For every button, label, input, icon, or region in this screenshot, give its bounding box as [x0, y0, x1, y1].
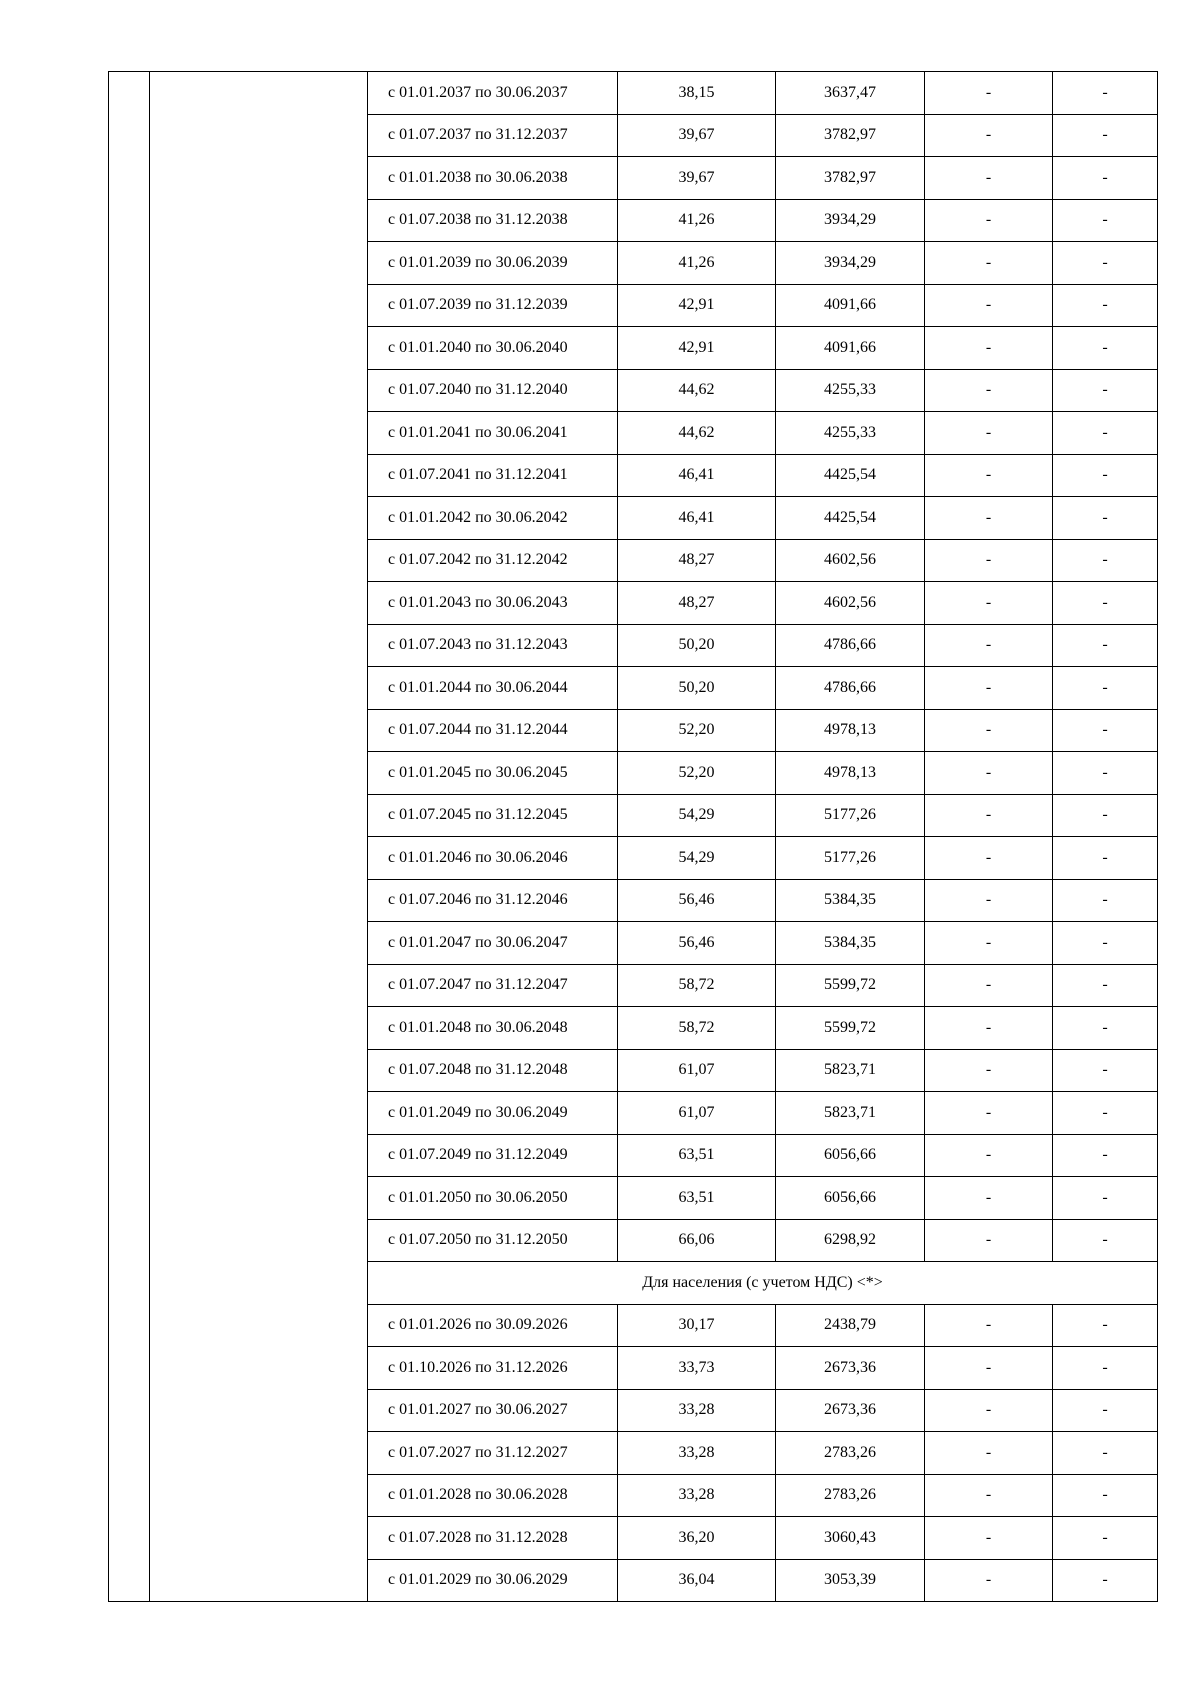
- period-cell: с 01.01.2043 по 30.06.2043: [368, 582, 618, 625]
- period-cell: с 01.01.2048 по 30.06.2048: [368, 1007, 618, 1050]
- tariff-two-part-cell: 3060,43: [776, 1517, 925, 1560]
- empty-value-cell: -: [925, 1517, 1053, 1560]
- tariff-two-part-cell: 4255,33: [776, 369, 925, 412]
- tariff-one-part-cell: 44,62: [618, 369, 776, 412]
- empty-value-cell: -: [925, 752, 1053, 795]
- empty-value-cell: -: [925, 114, 1053, 157]
- period-cell: с 01.01.2039 по 30.06.2039: [368, 242, 618, 285]
- empty-value-cell: -: [925, 709, 1053, 752]
- empty-value-cell: -: [925, 922, 1053, 965]
- empty-value-cell: -: [1053, 964, 1158, 1007]
- empty-value-cell: -: [1053, 1177, 1158, 1220]
- empty-value-cell: -: [925, 1177, 1053, 1220]
- tariff-one-part-cell: 58,72: [618, 1007, 776, 1050]
- period-cell: с 01.01.2041 по 30.06.2041: [368, 412, 618, 455]
- tariff-table-body: [109, 72, 1158, 1602]
- period-cell: с 01.07.2044 по 31.12.2044: [368, 709, 618, 752]
- tariff-one-part-cell: 61,07: [618, 1092, 776, 1135]
- empty-value-cell: -: [1053, 1007, 1158, 1050]
- tariff-two-part-cell: 2673,36: [776, 1347, 925, 1390]
- tariff-one-part-cell: 33,28: [618, 1474, 776, 1517]
- period-cell: с 01.07.2045 по 31.12.2045: [368, 794, 618, 837]
- empty-value-cell: -: [925, 284, 1053, 327]
- period-cell: с 01.01.2037 по 30.06.2037: [368, 72, 618, 115]
- tariff-one-part-cell: 50,20: [618, 624, 776, 667]
- period-cell: с 01.01.2044 по 30.06.2044: [368, 667, 618, 710]
- period-cell: с 01.07.2028 по 31.12.2028: [368, 1517, 618, 1560]
- tariff-one-part-cell: 56,46: [618, 879, 776, 922]
- empty-value-cell: -: [925, 879, 1053, 922]
- empty-value-cell: -: [1053, 1134, 1158, 1177]
- tariff-one-part-cell: 46,41: [618, 497, 776, 540]
- period-cell: с 01.07.2039 по 31.12.2039: [368, 284, 618, 327]
- empty-value-cell: -: [1053, 1474, 1158, 1517]
- period-cell: с 01.07.2038 по 31.12.2038: [368, 199, 618, 242]
- period-cell: с 01.01.2026 по 30.09.2026: [368, 1304, 618, 1347]
- organization-cell: [150, 72, 368, 1602]
- empty-value-cell: -: [925, 539, 1053, 582]
- empty-value-cell: -: [925, 369, 1053, 412]
- tariff-two-part-cell: 3053,39: [776, 1559, 925, 1602]
- empty-value-cell: -: [1053, 624, 1158, 667]
- tariff-two-part-cell: 4425,54: [776, 454, 925, 497]
- tariff-two-part-cell: 6298,92: [776, 1219, 925, 1262]
- tariff-one-part-cell: 41,26: [618, 199, 776, 242]
- period-cell: с 01.07.2042 по 31.12.2042: [368, 539, 618, 582]
- empty-value-cell: -: [1053, 1517, 1158, 1560]
- tariff-two-part-cell: 5177,26: [776, 794, 925, 837]
- tariff-two-part-cell: 3782,97: [776, 114, 925, 157]
- tariff-two-part-cell: 5599,72: [776, 1007, 925, 1050]
- section-header: Для населения (с учетом НДС) <*>: [368, 1262, 1158, 1305]
- empty-value-cell: -: [925, 1304, 1053, 1347]
- tariff-one-part-cell: 61,07: [618, 1049, 776, 1092]
- empty-value-cell: -: [1053, 199, 1158, 242]
- period-cell: с 01.07.2047 по 31.12.2047: [368, 964, 618, 1007]
- empty-value-cell: -: [1053, 794, 1158, 837]
- tariff-one-part-cell: 46,41: [618, 454, 776, 497]
- empty-value-cell: -: [925, 794, 1053, 837]
- period-cell: с 01.07.2040 по 31.12.2040: [368, 369, 618, 412]
- tariff-one-part-cell: 48,27: [618, 582, 776, 625]
- empty-value-cell: -: [925, 199, 1053, 242]
- tariff-two-part-cell: 4602,56: [776, 582, 925, 625]
- empty-value-cell: -: [925, 327, 1053, 370]
- period-cell: с 01.01.2038 по 30.06.2038: [368, 157, 618, 200]
- empty-value-cell: -: [1053, 497, 1158, 540]
- period-cell: с 01.07.2037 по 31.12.2037: [368, 114, 618, 157]
- empty-value-cell: -: [925, 1474, 1053, 1517]
- tariff-one-part-cell: 63,51: [618, 1134, 776, 1177]
- empty-value-cell: -: [925, 1092, 1053, 1135]
- empty-value-cell: -: [1053, 454, 1158, 497]
- empty-value-cell: -: [925, 1007, 1053, 1050]
- empty-value-cell: -: [1053, 752, 1158, 795]
- tariff-two-part-cell: 3934,29: [776, 199, 925, 242]
- empty-value-cell: -: [925, 1219, 1053, 1262]
- table-row: [109, 72, 1158, 115]
- period-cell: с 01.01.2050 по 30.06.2050: [368, 1177, 618, 1220]
- empty-value-cell: -: [925, 72, 1053, 115]
- tariff-one-part-cell: 33,28: [618, 1432, 776, 1475]
- empty-value-cell: -: [925, 412, 1053, 455]
- tariff-two-part-cell: 5823,71: [776, 1092, 925, 1135]
- tariff-two-part-cell: 4978,13: [776, 752, 925, 795]
- tariff-two-part-cell: 2783,26: [776, 1474, 925, 1517]
- period-cell: с 01.01.2045 по 30.06.2045: [368, 752, 618, 795]
- empty-value-cell: -: [925, 1134, 1053, 1177]
- tariff-two-part-cell: 6056,66: [776, 1177, 925, 1220]
- tariff-two-part-cell: 4255,33: [776, 412, 925, 455]
- period-cell: с 01.07.2049 по 31.12.2049: [368, 1134, 618, 1177]
- empty-value-cell: -: [1053, 1389, 1158, 1432]
- empty-value-cell: -: [925, 964, 1053, 1007]
- empty-value-cell: -: [925, 1347, 1053, 1390]
- tariff-two-part-cell: 2673,36: [776, 1389, 925, 1432]
- empty-value-cell: -: [1053, 1559, 1158, 1602]
- tariff-two-part-cell: 4786,66: [776, 667, 925, 710]
- tariff-two-part-cell: 5823,71: [776, 1049, 925, 1092]
- empty-value-cell: -: [1053, 412, 1158, 455]
- empty-value-cell: -: [1053, 1432, 1158, 1475]
- tariff-two-part-cell: 4425,54: [776, 497, 925, 540]
- empty-value-cell: -: [1053, 72, 1158, 115]
- tariff-one-part-cell: 52,20: [618, 752, 776, 795]
- empty-value-cell: -: [1053, 667, 1158, 710]
- tariff-table: [108, 71, 1158, 1602]
- tariff-one-part-cell: 33,73: [618, 1347, 776, 1390]
- empty-value-cell: -: [1053, 1347, 1158, 1390]
- tariff-one-part-cell: 38,15: [618, 72, 776, 115]
- tariff-one-part-cell: 41,26: [618, 242, 776, 285]
- empty-value-cell: -: [1053, 922, 1158, 965]
- tariff-two-part-cell: 4091,66: [776, 327, 925, 370]
- tariff-two-part-cell: 3934,29: [776, 242, 925, 285]
- row-number-cell: [109, 72, 150, 1602]
- tariff-two-part-cell: 6056,66: [776, 1134, 925, 1177]
- empty-value-cell: -: [925, 1432, 1053, 1475]
- tariff-one-part-cell: 44,62: [618, 412, 776, 455]
- tariff-two-part-cell: 2783,26: [776, 1432, 925, 1475]
- empty-value-cell: -: [925, 624, 1053, 667]
- empty-value-cell: -: [1053, 1219, 1158, 1262]
- period-cell: с 01.01.2046 по 30.06.2046: [368, 837, 618, 880]
- tariff-two-part-cell: 3637,47: [776, 72, 925, 115]
- empty-value-cell: -: [925, 157, 1053, 200]
- period-cell: с 01.07.2046 по 31.12.2046: [368, 879, 618, 922]
- period-cell: с 01.10.2026 по 31.12.2026: [368, 1347, 618, 1390]
- empty-value-cell: -: [1053, 1049, 1158, 1092]
- empty-value-cell: -: [925, 837, 1053, 880]
- tariff-two-part-cell: 4786,66: [776, 624, 925, 667]
- tariff-one-part-cell: 58,72: [618, 964, 776, 1007]
- tariff-two-part-cell: 5384,35: [776, 879, 925, 922]
- tariff-one-part-cell: 36,20: [618, 1517, 776, 1560]
- period-cell: с 01.01.2042 по 30.06.2042: [368, 497, 618, 540]
- empty-value-cell: -: [1053, 837, 1158, 880]
- empty-value-cell: -: [925, 1049, 1053, 1092]
- tariff-one-part-cell: 48,27: [618, 539, 776, 582]
- empty-value-cell: -: [1053, 327, 1158, 370]
- tariff-two-part-cell: 4978,13: [776, 709, 925, 752]
- period-cell: с 01.01.2040 по 30.06.2040: [368, 327, 618, 370]
- empty-value-cell: -: [1053, 1092, 1158, 1135]
- tariff-one-part-cell: 39,67: [618, 157, 776, 200]
- empty-value-cell: -: [925, 1389, 1053, 1432]
- tariff-two-part-cell: 4091,66: [776, 284, 925, 327]
- empty-value-cell: -: [925, 454, 1053, 497]
- tariff-two-part-cell: 5177,26: [776, 837, 925, 880]
- tariff-one-part-cell: 66,06: [618, 1219, 776, 1262]
- tariff-one-part-cell: 56,46: [618, 922, 776, 965]
- empty-value-cell: -: [1053, 242, 1158, 285]
- tariff-one-part-cell: 30,17: [618, 1304, 776, 1347]
- empty-value-cell: -: [1053, 879, 1158, 922]
- period-cell: с 01.07.2041 по 31.12.2041: [368, 454, 618, 497]
- empty-value-cell: -: [1053, 284, 1158, 327]
- empty-value-cell: -: [925, 497, 1053, 540]
- period-cell: с 01.01.2047 по 30.06.2047: [368, 922, 618, 965]
- tariff-two-part-cell: 5384,35: [776, 922, 925, 965]
- tariff-two-part-cell: 4602,56: [776, 539, 925, 582]
- tariff-two-part-cell: 5599,72: [776, 964, 925, 1007]
- tariff-two-part-cell: 2438,79: [776, 1304, 925, 1347]
- period-cell: с 01.07.2050 по 31.12.2050: [368, 1219, 618, 1262]
- period-cell: с 01.01.2029 по 30.06.2029: [368, 1559, 618, 1602]
- period-cell: с 01.01.2028 по 30.06.2028: [368, 1474, 618, 1517]
- empty-value-cell: -: [1053, 114, 1158, 157]
- empty-value-cell: -: [925, 1559, 1053, 1602]
- tariff-one-part-cell: 50,20: [618, 667, 776, 710]
- tariff-one-part-cell: 39,67: [618, 114, 776, 157]
- tariff-one-part-cell: 52,20: [618, 709, 776, 752]
- period-cell: с 01.01.2049 по 30.06.2049: [368, 1092, 618, 1135]
- empty-value-cell: -: [1053, 582, 1158, 625]
- period-cell: с 01.07.2048 по 31.12.2048: [368, 1049, 618, 1092]
- tariff-one-part-cell: 33,28: [618, 1389, 776, 1432]
- empty-value-cell: -: [1053, 709, 1158, 752]
- empty-value-cell: -: [1053, 157, 1158, 200]
- empty-value-cell: -: [925, 667, 1053, 710]
- empty-value-cell: -: [1053, 1304, 1158, 1347]
- tariff-one-part-cell: 54,29: [618, 794, 776, 837]
- tariff-one-part-cell: 63,51: [618, 1177, 776, 1220]
- tariff-one-part-cell: 42,91: [618, 284, 776, 327]
- period-cell: с 01.07.2027 по 31.12.2027: [368, 1432, 618, 1475]
- tariff-two-part-cell: 3782,97: [776, 157, 925, 200]
- empty-value-cell: -: [925, 582, 1053, 625]
- period-cell: с 01.07.2043 по 31.12.2043: [368, 624, 618, 667]
- tariff-one-part-cell: 36,04: [618, 1559, 776, 1602]
- empty-value-cell: -: [925, 242, 1053, 285]
- tariff-one-part-cell: 42,91: [618, 327, 776, 370]
- empty-value-cell: -: [1053, 369, 1158, 412]
- period-cell: с 01.01.2027 по 30.06.2027: [368, 1389, 618, 1432]
- empty-value-cell: -: [1053, 539, 1158, 582]
- tariff-one-part-cell: 54,29: [618, 837, 776, 880]
